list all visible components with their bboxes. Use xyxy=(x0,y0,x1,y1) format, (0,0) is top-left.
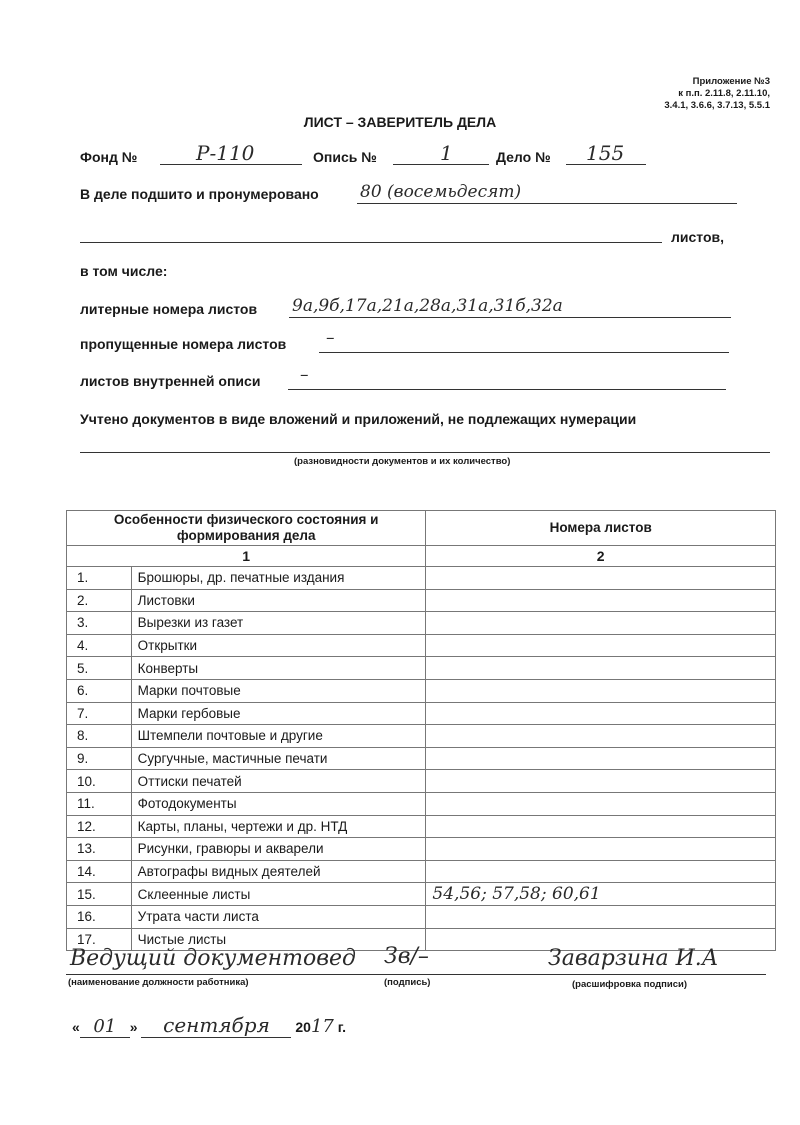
row-feature: Марки почтовые xyxy=(131,679,426,702)
row-feature: Рисунки, гравюры и акварели xyxy=(131,838,426,861)
table-row xyxy=(67,567,776,590)
row-number: 16. xyxy=(67,905,132,928)
row-number: 10. xyxy=(67,770,132,793)
row-sheet-numbers xyxy=(426,770,776,793)
row-sheet-numbers xyxy=(426,747,776,770)
table-row xyxy=(67,860,776,883)
signature-caption: (подпись) xyxy=(384,977,431,988)
row-feature: Открытки xyxy=(131,634,426,657)
row-feature: Утрата части листа xyxy=(131,905,426,928)
table-row xyxy=(67,657,776,680)
row-sheet-numbers xyxy=(426,679,776,702)
row-number: 17. xyxy=(67,928,132,951)
table-row xyxy=(67,725,776,748)
row-sheet-numbers xyxy=(426,589,776,612)
documents-label: Учтено документов в виде вложений и приложений, не подлежащих нумерации xyxy=(80,411,637,427)
row-sheet-numbers: 54,56; 57,58; 60,61 xyxy=(426,883,776,906)
row-sheet-numbers xyxy=(426,702,776,725)
name-caption: (расшифровка подписи) xyxy=(572,979,688,990)
row-number: 6. xyxy=(67,679,132,702)
row-number: 15. xyxy=(67,883,132,906)
inner-inventory-label: листов внутренней описи xyxy=(80,373,261,389)
table-row xyxy=(67,770,776,793)
delo-label: Дело № xyxy=(496,149,551,165)
row-number: 9. xyxy=(67,747,132,770)
letter-numbers-value: 9а,9б,17а,21а,28а,31а,31б,32а xyxy=(292,296,563,316)
row-sheet-numbers xyxy=(426,567,776,590)
table-colnum-row xyxy=(67,546,776,567)
table-row xyxy=(67,589,776,612)
sewn-label: В деле подшито и пронумеровано xyxy=(80,186,319,202)
date-line xyxy=(72,1013,346,1038)
appendix-note xyxy=(664,76,770,112)
row-sheet-numbers xyxy=(426,905,776,928)
appendix-line: Приложение №3 xyxy=(692,76,770,87)
sewn-value: 80 (восемьдесят) xyxy=(360,182,522,202)
appendix-line: 3.4.1, 3.6.6, 3.7.13, 5.5.1 xyxy=(664,100,770,111)
date-year-end: г. xyxy=(337,1019,347,1035)
table-row xyxy=(67,612,776,635)
row-feature: Фотодокументы xyxy=(131,792,426,815)
row-number: 3. xyxy=(67,612,132,635)
row-sheet-numbers xyxy=(426,838,776,861)
row-number: 13. xyxy=(67,838,132,861)
row-number: 12. xyxy=(67,815,132,838)
including-label: в том числе: xyxy=(80,263,168,279)
appendix-line: к п.п. 2.11.8, 2.11.10, xyxy=(678,88,770,99)
table-row xyxy=(67,792,776,815)
table-header-col1: Особенности физического состояния и формирования дела xyxy=(67,511,426,546)
row-sheet-numbers xyxy=(426,792,776,815)
missed-numbers-label: пропущенные номера листов xyxy=(80,336,287,352)
row-sheet-numbers xyxy=(426,634,776,657)
row-feature: Вырезки из газет xyxy=(131,612,426,635)
row-feature: Автографы видных деятелей xyxy=(131,860,426,883)
row-number: 1. xyxy=(67,567,132,590)
table-row xyxy=(67,838,776,861)
row-sheet-numbers xyxy=(426,815,776,838)
row-feature: Сургучные, мастичные печати xyxy=(131,747,426,770)
row-sheet-numbers xyxy=(426,657,776,680)
table-row xyxy=(67,747,776,770)
date-year-suffix: 17 xyxy=(310,1016,334,1037)
missed-numbers-value: – xyxy=(326,328,335,348)
table-row xyxy=(67,702,776,725)
row-number: 4. xyxy=(67,634,132,657)
row-feature: Листовки xyxy=(131,589,426,612)
physical-state-table xyxy=(66,510,776,951)
row-feature: Брошюры, др. печатные издания xyxy=(131,567,426,590)
row-feature: Оттиски печатей xyxy=(131,770,426,793)
row-sheet-numbers xyxy=(426,612,776,635)
date-close-quote: » xyxy=(129,1019,138,1035)
signature-value: Зв/– xyxy=(384,944,429,969)
position-caption: (наименование должности работника) xyxy=(68,977,249,988)
letter-numbers-label: литерные номера листов xyxy=(80,301,258,317)
date-open-quote: « xyxy=(72,1019,80,1035)
table-header-row xyxy=(67,511,776,546)
opis-label: Опись № xyxy=(313,149,377,165)
page-title: ЛИСТ – ЗАВЕРИТЕЛЬ ДЕЛА xyxy=(303,114,497,130)
row-feature: Карты, планы, чертежи и др. НТД xyxy=(131,815,426,838)
fond-value: Р-110 xyxy=(196,141,255,165)
row-number: 14. xyxy=(67,860,132,883)
table-row xyxy=(67,815,776,838)
row-feature: Склеенные листы xyxy=(131,883,426,906)
table-row xyxy=(67,883,776,906)
table-header-col2: Номера листов xyxy=(426,511,776,546)
table-row xyxy=(67,679,776,702)
row-feature: Марки гербовые xyxy=(131,702,426,725)
position-value: Ведущий документовед xyxy=(70,946,356,971)
opis-value: 1 xyxy=(440,141,453,165)
row-number: 2. xyxy=(67,589,132,612)
row-number: 11. xyxy=(67,792,132,815)
row-number: 7. xyxy=(67,702,132,725)
table-colnum-2: 2 xyxy=(426,546,776,567)
table-row xyxy=(67,905,776,928)
row-sheet-numbers xyxy=(426,860,776,883)
delo-value: 155 xyxy=(586,141,625,165)
documents-caption: (разновидности документов и их количество) xyxy=(294,456,511,467)
row-feature: Чистые листы xyxy=(131,928,426,951)
date-day: 01 xyxy=(80,1016,130,1038)
sheets-suffix: листов, xyxy=(671,229,725,245)
date-year-prefix: 20 xyxy=(295,1019,311,1035)
row-sheet-numbers xyxy=(426,725,776,748)
row-number: 5. xyxy=(67,657,132,680)
row-number: 8. xyxy=(67,725,132,748)
inner-inventory-value: – xyxy=(300,365,309,385)
row-feature: Конверты xyxy=(131,657,426,680)
name-value: Заварзина И.А xyxy=(548,946,719,971)
fond-label: Фонд № xyxy=(80,149,138,165)
date-month: сентября xyxy=(141,1013,291,1038)
table-row xyxy=(67,634,776,657)
table-colnum-1: 1 xyxy=(67,546,426,567)
row-feature: Штемпели почтовые и другие xyxy=(131,725,426,748)
